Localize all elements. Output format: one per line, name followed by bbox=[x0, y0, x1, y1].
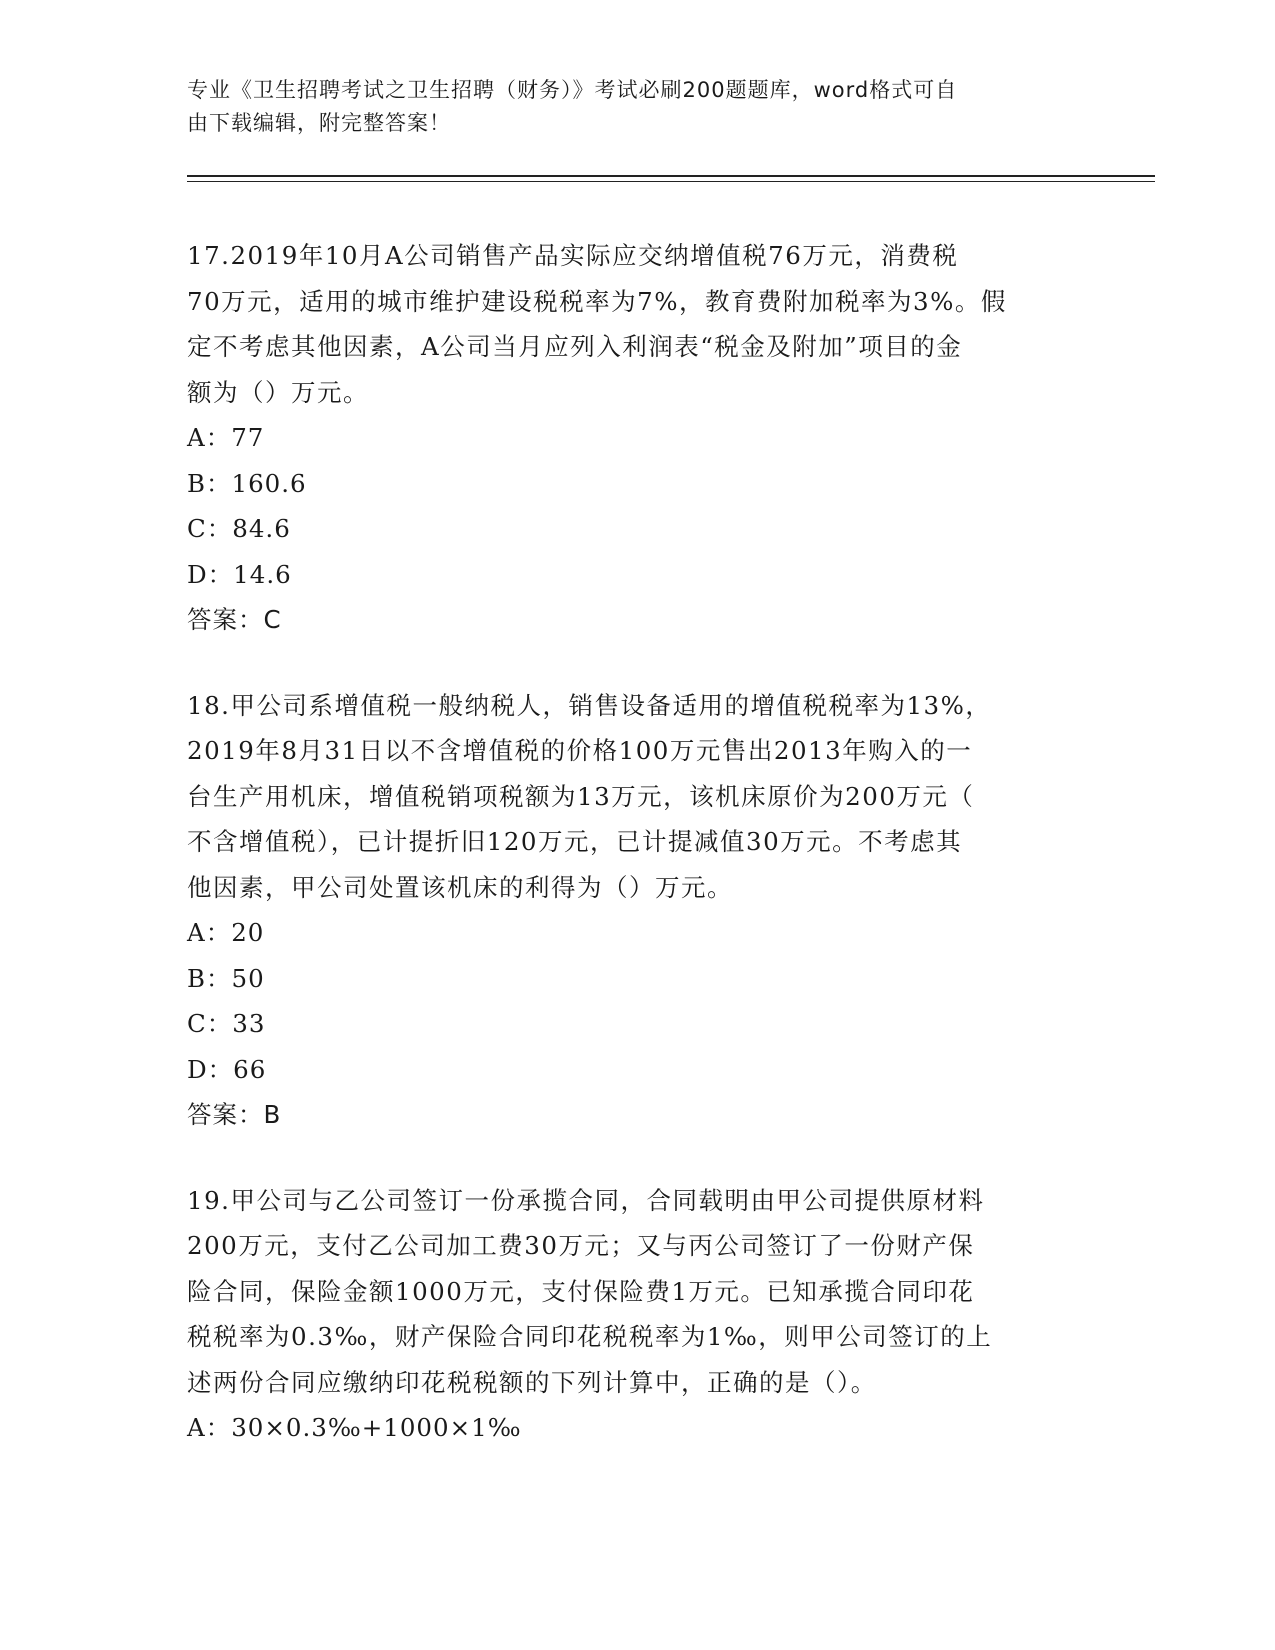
question-stem-line: 19.甲公司与乙公司签订一份承揽合同，合同载明由甲公司提供原材料 bbox=[187, 1185, 985, 1215]
option-d: D：14.6 bbox=[187, 559, 292, 589]
answer-line: 答案：B bbox=[187, 1100, 282, 1129]
header-divider-thick bbox=[187, 175, 1155, 177]
question-17 bbox=[187, 233, 1087, 643]
question-18 bbox=[187, 683, 1087, 1138]
option-a: A：77 bbox=[187, 423, 265, 452]
question-stem-line: 险合同，保险金额1000万元，支付保险费1万元。已知承揽合同印花 bbox=[187, 1276, 975, 1306]
header-line-1: 专业《卫生招聘考试之卫生招聘（财务）》考试必刷200题题库，word格式可自 bbox=[187, 78, 958, 102]
question-stem-line: 述两份合同应缴纳印花税税额的下列计算中，正确的是（）。 bbox=[187, 1367, 877, 1397]
document-header bbox=[187, 74, 1067, 140]
option-a: A：20 bbox=[187, 918, 265, 947]
question-stem-line: 定不考虑其他因素，A公司当月应列入利润表“税金及附加”项目的金 bbox=[187, 332, 963, 361]
question-stem-line: 200万元，支付乙公司加工费30万元；又与丙公司签订了一份财产保 bbox=[187, 1231, 975, 1260]
question-stem-line: 额为（）万元。 bbox=[187, 377, 369, 407]
header-line-2: 由下载编辑，附完整答案！ bbox=[187, 111, 451, 135]
questions-list bbox=[187, 233, 1087, 1491]
question-stem-line: 2019年8月31日以不含增值税的价格100万元售出2013年购入的一 bbox=[187, 736, 973, 765]
option-c: C：33 bbox=[187, 1009, 266, 1038]
option-b: B：50 bbox=[187, 963, 265, 993]
option-c: C：84.6 bbox=[187, 514, 291, 543]
question-stem-line: 18.甲公司系增值税一般纳税人，销售设备适用的增值税税率为13%， bbox=[187, 690, 992, 720]
question-stem-line: 他因素，甲公司处置该机床的利得为（）万元。 bbox=[187, 872, 733, 902]
question-stem-line: 不含增值税），已计提折旧120万元，已计提减值30万元。不考虑其 bbox=[187, 827, 963, 856]
option-d: D：66 bbox=[187, 1054, 267, 1084]
answer-line: 答案：C bbox=[187, 605, 282, 634]
option-a: A：30×0.3‰+1000×1‰ bbox=[187, 1413, 522, 1442]
question-stem-line: 17.2019年10月A公司销售产品实际应交纳增值税76万元，消费税 bbox=[187, 241, 959, 270]
question-stem-line: 台生产用机床，增值税销项税额为13万元，该机床原价为200万元（ bbox=[187, 781, 975, 811]
question-stem-line: 70万元，适用的城市维护建设税税率为7%，教育费附加税率为3%。假 bbox=[187, 286, 1007, 316]
header-divider-thin bbox=[187, 181, 1155, 182]
question-stem-line: 税税率为0.3‰，财产保险合同印花税税率为1‰，则甲公司签订的上 bbox=[187, 1322, 993, 1351]
question-19 bbox=[187, 1178, 1087, 1451]
option-b: B：160.6 bbox=[187, 468, 307, 498]
